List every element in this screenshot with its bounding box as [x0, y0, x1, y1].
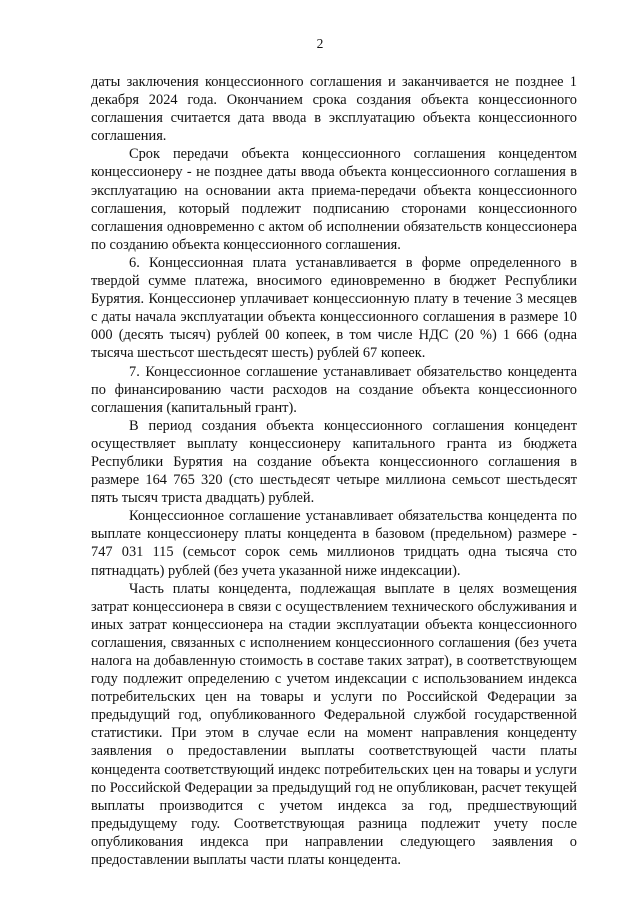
paragraph-indexation: Часть платы концедента, подлежащая выплате в целях возмещения затрат концессионера в связи с осуществлением технического обслуживания и иных затрат концессионера на стадии эксплуатации объекта концессионного соглашения, связанных с исполнением концессионного соглашения (без учета налога на добавленную стоимость в составе таких затрат), в соответствующем году подлежит определению с учетом индексации с использованием индекса потребительских цен на товары и услуги по Российской Федерации за предыдущий год, опубликованного Федеральной службой государственной статистики. При этом в случае если на момент направления концеденту заявления о предоставлении выплаты соответствующей части платы концедента соответствующий индекс потребительских цен на товары и услуги по Российской Федерации за предыдущий год не опубликован, расчет текущей выплаты производится с учетом индекса за год, предшествующий предыдущему году. Соответствующая разница подлежит учету после опубликования индекса при направлении следующего заявления о предоставлении выплаты части платы концедента. [91, 580, 577, 869]
paragraph-concession-fee: 6. Концессионная плата устанавливается в форме определенного в твердой сумме платежа, вносимого единовременно в бюджет Республики Бурятия. Концессионер уплачивает концессионную плату в течение 3 месяцев с даты начала эксплуатации объекта концессионного соглашения в размере 10 000 (десять тысяч) рублей 00 копеек, в том числе НДС (20 %) 1 666 (одна тысяча шестьсот шестьдесят шесть) рублей 67 копеек. [91, 254, 577, 362]
paragraph-capital-grant-amount: В период создания объекта концессионного соглашения концедент осуществляет выплату концессионеру капитального гранта из бюджета Республики Бурятия на создание объекта концессионного соглашения в размере 164 765 320 (сто шестьдесят четыре миллиона семьсот шестьдесят пять тысяч триста двадцать) рублей. [91, 417, 577, 507]
page-number: 2 [316, 36, 324, 51]
paragraph-construction-term: даты заключения концессионного соглашения и заканчивается не позднее 1 декабря 2024 года. Окончанием срока создания объекта концессионного соглашения считается дата ввода в эксплуатацию объекта концессионного соглашения. [91, 74, 577, 145]
document-body [91, 73, 577, 869]
paragraph-transfer-term: Срок передачи объекта концессионного соглашения концедентом концессионеру - не позднее даты ввода объекта концессионного соглашения в эксплуатацию на основании акта приема-передачи объекта концессионного соглашения, который подлежит подписанию сторонами концессионного соглашения одновременно с актом об исполнении обязательств концессионера по созданию объекта концессионного соглашения. [91, 146, 577, 253]
paragraph-capital-grant-obligation: 7. Концессионное соглашение устанавливает обязательство концедента по финансированию части расходов на создание объекта концессионного соглашения (капитальный грант). [91, 363, 577, 416]
paragraph-grantor-payment: Концессионное соглашение устанавливает обязательства концедента по выплате концессионеру платы концедента в базовом (предельном) размере - 747 031 115 (семьсот сорок семь миллионов тридцать одна тысяча сто пятнадцать) рублей (без учета указанной ниже индексации). [91, 508, 577, 579]
